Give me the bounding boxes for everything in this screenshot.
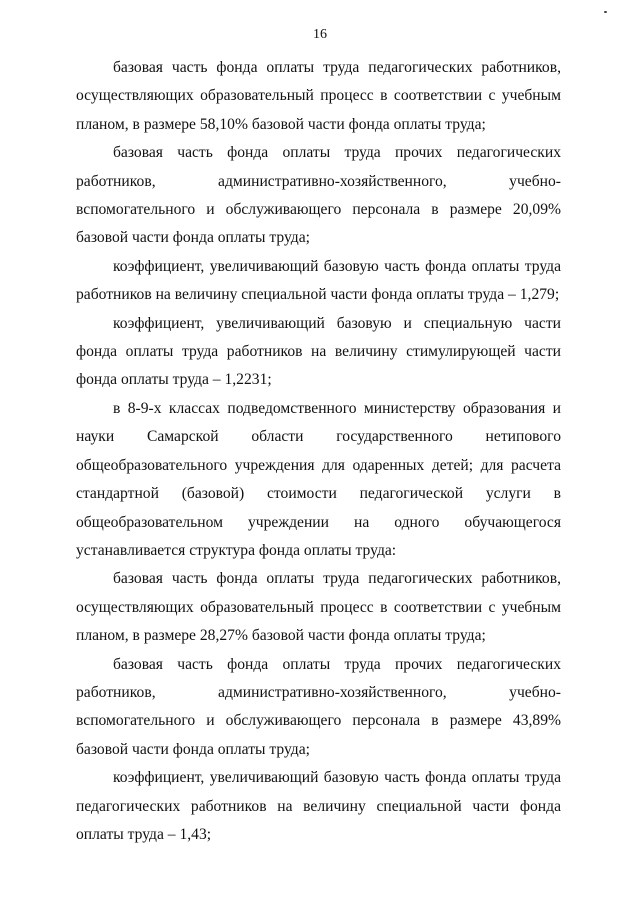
paragraph-basic-part-other-staff: базовая часть фонда оплаты труда прочих педагогических работников, административно-хозяйственного, учебно-вспомогательного и обслуживающего персонала в размере 20,09% базовой части фонда оплаты труда; [76,144,561,247]
paragraph-grades-8-9-intro: в 8-9-х классах подведомственного министерству образования и науки Самарской области государственного нетипового общеобразовательного учреждения для одаренных детей; для расчета стандартной (базовой) стоимости педагогической услуги в общеобразовательном учреждении на одного обучающегося устанавливается структура фонда оплаты труда: [76,399,561,559]
paragraph-basic-part-teaching-staff: базовая часть фонда оплаты труда педагогических работников, осуществляющих образовательный процесс в соответствии с учебным планом, в размере 58,10% базовой части фонда оплаты труда; [76,59,561,133]
page-number: 16 [313,27,327,42]
scan-mark [604,11,607,13]
paragraph-grades-8-9-coefficient: коэффициент, увеличивающий базовую часть фонда оплаты труда педагогических работников на величину специальной части фонда оплаты труда – 1,43; [76,769,561,843]
document-body [76,54,561,849]
paragraph-grades-8-9-other-staff: базовая часть фонда оплаты труда прочих педагогических работников, административно-хозяйственного, учебно-вспомогательного и обслуживающего персонала в размере 43,89% базовой части фонда оплаты труда; [76,655,561,758]
paragraph-grades-8-9-teaching-staff: базовая часть фонда оплаты труда педагогических работников, осуществляющих образовательный процесс в соответствии с учебным планом, в размере 28,27% базовой части фонда оплаты труда; [76,570,561,645]
paragraph-coefficient-stimulating-part: коэффициент, увеличивающий базовую и специальную части фонда оплаты труда работников на величину стимулирующей части фонда оплаты труда – 1,2231; [76,314,561,389]
paragraph-coefficient-special-part: коэффициент, увеличивающий базовую часть фонда оплаты труда работников на величину специальной части фонда оплаты труда – 1,279; [76,257,561,304]
